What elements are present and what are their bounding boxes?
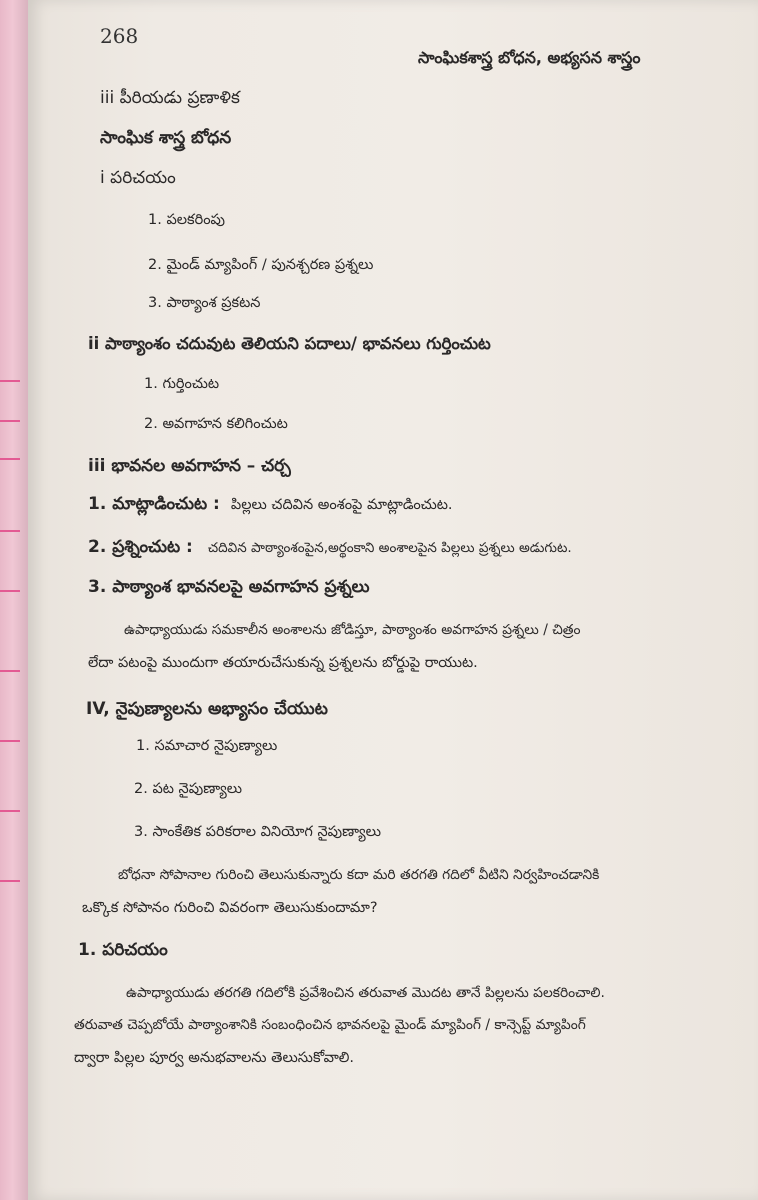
intro-line3: ద్వారా పిల్లల పూర్వ అనుభవాలను తెలుసుకోవాలి. [74,1050,355,1066]
stage1-item: 2. మైండ్ మ్యాపింగ్ / పునశ్చరణ ప్రశ్నలు [148,257,374,273]
stage3-item2-label: 2. ప్రశ్నించుట : [88,537,193,557]
running-header: సాంఘికశాస్త్ర బోధన, అభ్యసన శాస్త్రం [418,48,641,67]
pink-book-edge [0,0,28,1200]
stage3-heading: iii భావనల అవగాహన – చర్చ [88,456,291,476]
stage3-item1-text: పిల్లలు చదివిన అంశంపై మాట్లాడించుట. [230,497,453,513]
subject-title: సాంఘిక శాస్త్ర బోధన [100,128,232,148]
stage4-item: 3. సాంకేతిక పరికరాల వినియోగ నైపుణ్యాలు [134,824,381,840]
intro-heading: 1. పరిచయం [78,940,168,960]
pink-page-marks [0,380,22,900]
stage2-item: 1. గుర్తించుట [144,376,220,392]
stage1-heading: i పరిచయం [100,168,176,188]
stage2-heading: ii పాఠ్యాంశం చదువుట తెలియని పదాలు/ భావనలు గుర్తించుట [88,334,491,353]
stage4-item: 1. సమాచార నైపుణ్యాలు [136,738,278,754]
intro-line1: ఉపాధ్యాయుడు తరగతి గదిలోకి ప్రవేశించిన తరువాత మొదట తానే పిల్లలను పలకరించాలి. [126,985,605,1001]
book-page [28,0,758,1200]
stage2-item: 2. అవగాహన కలిగించుట [144,416,288,432]
stage1-item: 1. పలకరింపు [148,212,226,228]
stage3-item1 [88,494,453,518]
transition-line1: బోధనా సోపానాల గురించి తెలుసుకున్నారు కదా మరి తరగతి గదిలో వీటిని నిర్వహించడానికి [118,867,600,883]
stage4-item: 2. పట నైపుణ్యాలు [134,781,243,797]
stage3-item1-label: 1. మాట్లాడించుట : [88,494,220,514]
stage4-heading: IV, నైపుణ్యాలను అభ్యాసం చేయుట [86,699,328,719]
section-title: iii పీరియడు ప్రణాళిక [100,88,240,108]
page-number: 268 [100,24,139,48]
stage3-item2 [88,537,572,561]
transition-line2: ఒక్కొక సోపానం గురించి వివరంగా తెలుసుకుందామా? [82,900,378,916]
stage3-item3-heading: 3. పాఠ్యాంశ భావనలపై అవగాహన ప్రశ్నలు [88,577,370,597]
stage1-item: 3. పాఠ్యాంశ ప్రకటన [148,295,261,311]
stage3-item3-para-line1: ఉపాధ్యాయుడు సమకాలీన అంశాలను జోడిస్తూ, పాఠ్యాంశం అవగాహన ప్రశ్నలు / చిత్రం [124,622,581,638]
stage3-item2-text: చదివిన పాఠ్యాంశంపైన,అర్థంకాని అంశాలపైన పిల్లలు ప్రశ్నలు అడుగుట. [207,540,572,556]
stage3-item3-para-line2: లేదా పటంపై ముందుగా తయారుచేసుకున్న ప్రశ్నలను బోర్డుపై రాయుట. [88,655,478,671]
intro-line2: తరువాత చెప్పబోయే పాఠ్యాంశానికి సంబంధించిన భావనలపై మైండ్ మ్యాపింగ్ / కాన్సెప్ట్ మ్యాపింగ్ [74,1017,586,1033]
